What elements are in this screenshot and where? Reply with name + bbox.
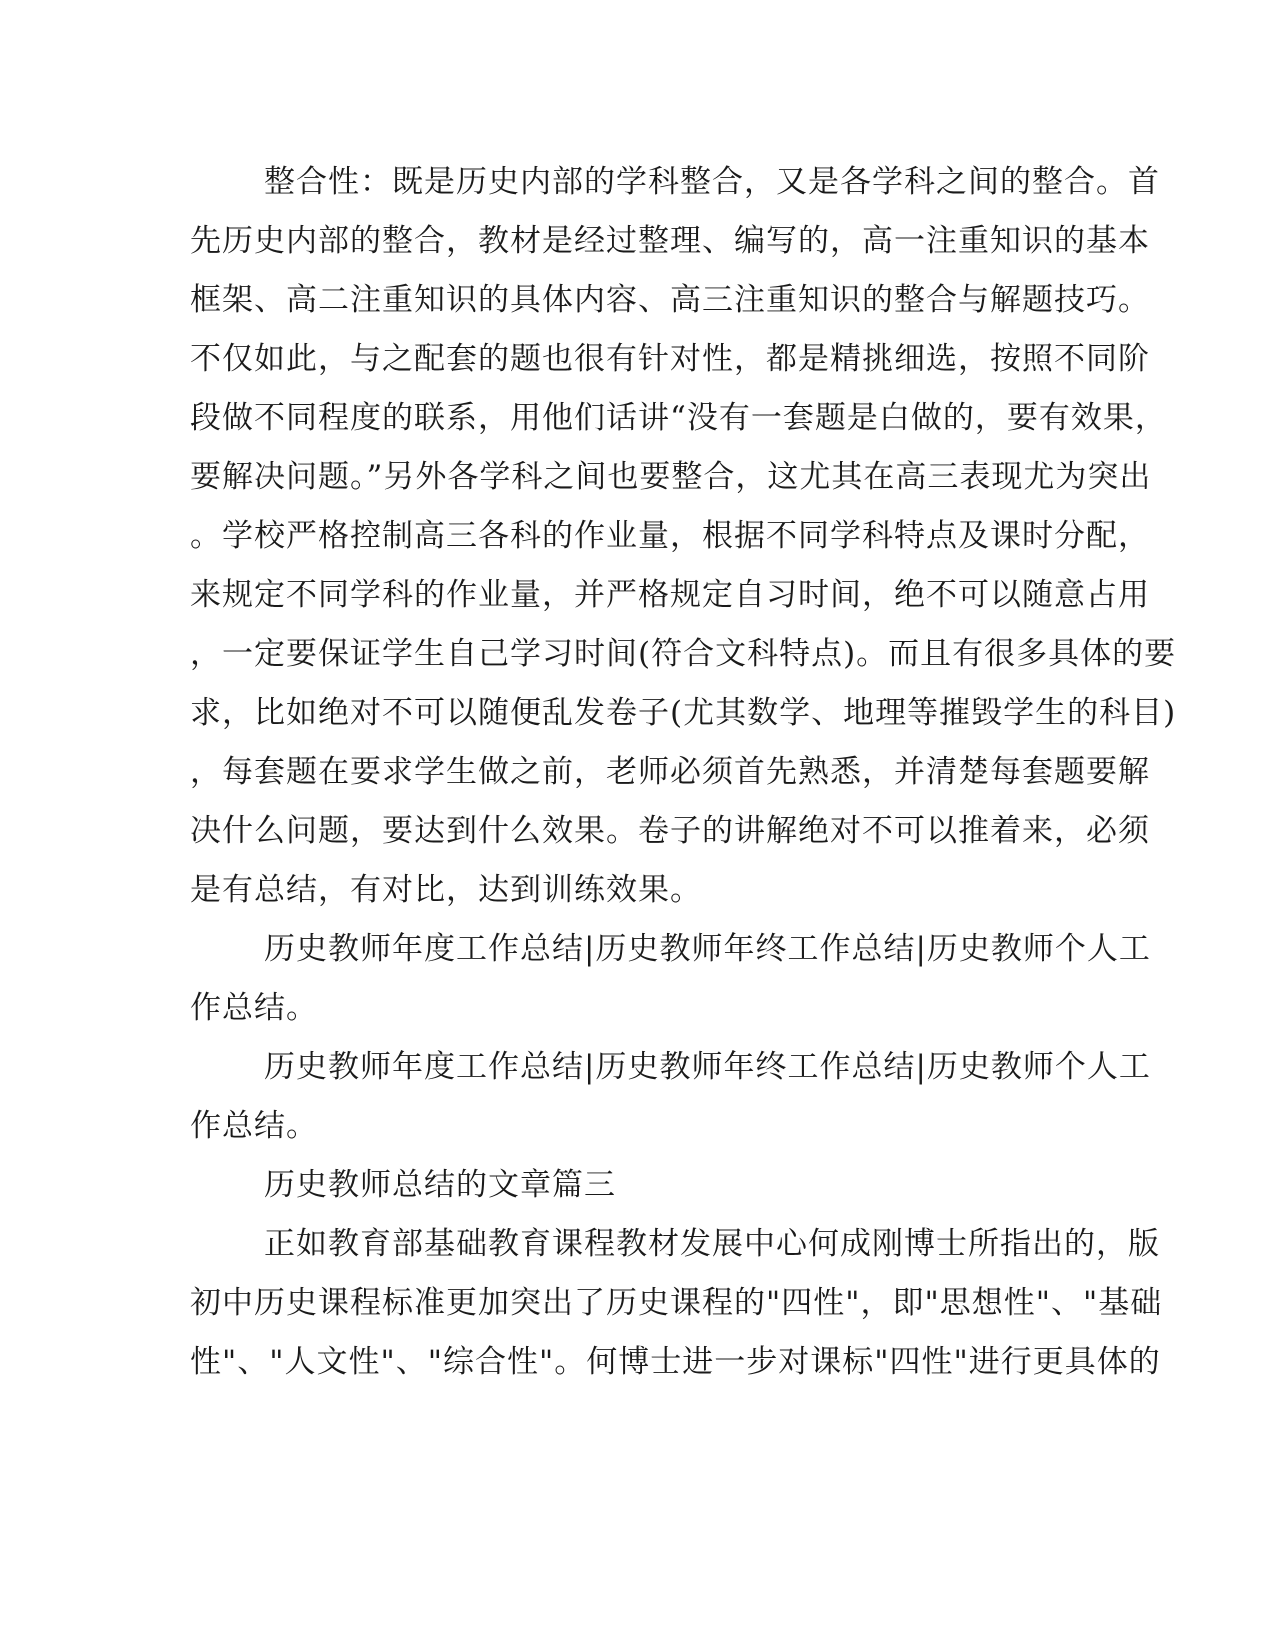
paragraph-line: 。学校严格控制高三各科的作业量，根据不同学科特点及课时分配，: [190, 518, 1150, 554]
paragraph-line: 要解决问题。”另外各学科之间也要整合，这尤其在高三表现尤为突出: [190, 459, 1152, 495]
paragraph-line: 框架、高二注重知识的具体内容、高三注重知识的整合与解题技巧。: [190, 282, 1150, 318]
paragraph-line: 性"、"人文性"、"综合性"。何博士进一步对课标"四性"进行更具体的: [190, 1344, 1161, 1380]
paragraph-line: 段做不同程度的联系，用他们话讲“没有一套题是白做的，要有效果，: [190, 400, 1167, 436]
paragraph-line: 决什么问题，要达到什么效果。卷子的讲解绝对不可以推着来，必须: [190, 813, 1150, 849]
paragraph-line: 先历史内部的整合，教材是经过整理、编写的，高一注重知识的基本: [190, 223, 1150, 259]
paragraph-line: 求，比如绝对不可以随便乱发卷子(尤其数学、地理等摧毁学生的科目): [190, 695, 1177, 731]
paragraph-line: ，每套题在要求学生做之前，老师必须首先熟悉，并清楚每套题要解: [190, 754, 1150, 790]
paragraph-line: ，一定要保证学生自己学习时间(符合文科特点)。而且有很多具体的要: [190, 636, 1177, 672]
paragraph-line: 来规定不同学科的作业量，并严格规定自习时间，绝不可以随意占用: [190, 577, 1150, 613]
paragraph-line: 整合性：既是历史内部的学科整合，又是各学科之间的整合。首: [264, 164, 1160, 200]
section-heading: 历史教师总结的文章篇三: [264, 1167, 616, 1203]
paragraph-line: 历史教师年度工作总结|历史教师年终工作总结|历史教师个人工: [264, 931, 1151, 967]
paragraph-line: 初中历史课程标准更加突出了历史课程的"四性"，即"思想性"、"基础: [190, 1285, 1163, 1321]
paragraph-line: 不仅如此，与之配套的题也很有针对性，都是精挑细选，按照不同阶: [190, 341, 1150, 377]
paragraph-line: 历史教师年度工作总结|历史教师年终工作总结|历史教师个人工: [264, 1049, 1151, 1085]
paragraph-line: 作总结。: [190, 1108, 318, 1144]
paragraph-line: 是有总结，有对比，达到训练效果。: [190, 872, 702, 908]
paragraph-line: 作总结。: [190, 990, 318, 1026]
paragraph-line: 正如教育部基础教育课程教材发展中心何成刚博士所指出的，版: [264, 1226, 1160, 1262]
